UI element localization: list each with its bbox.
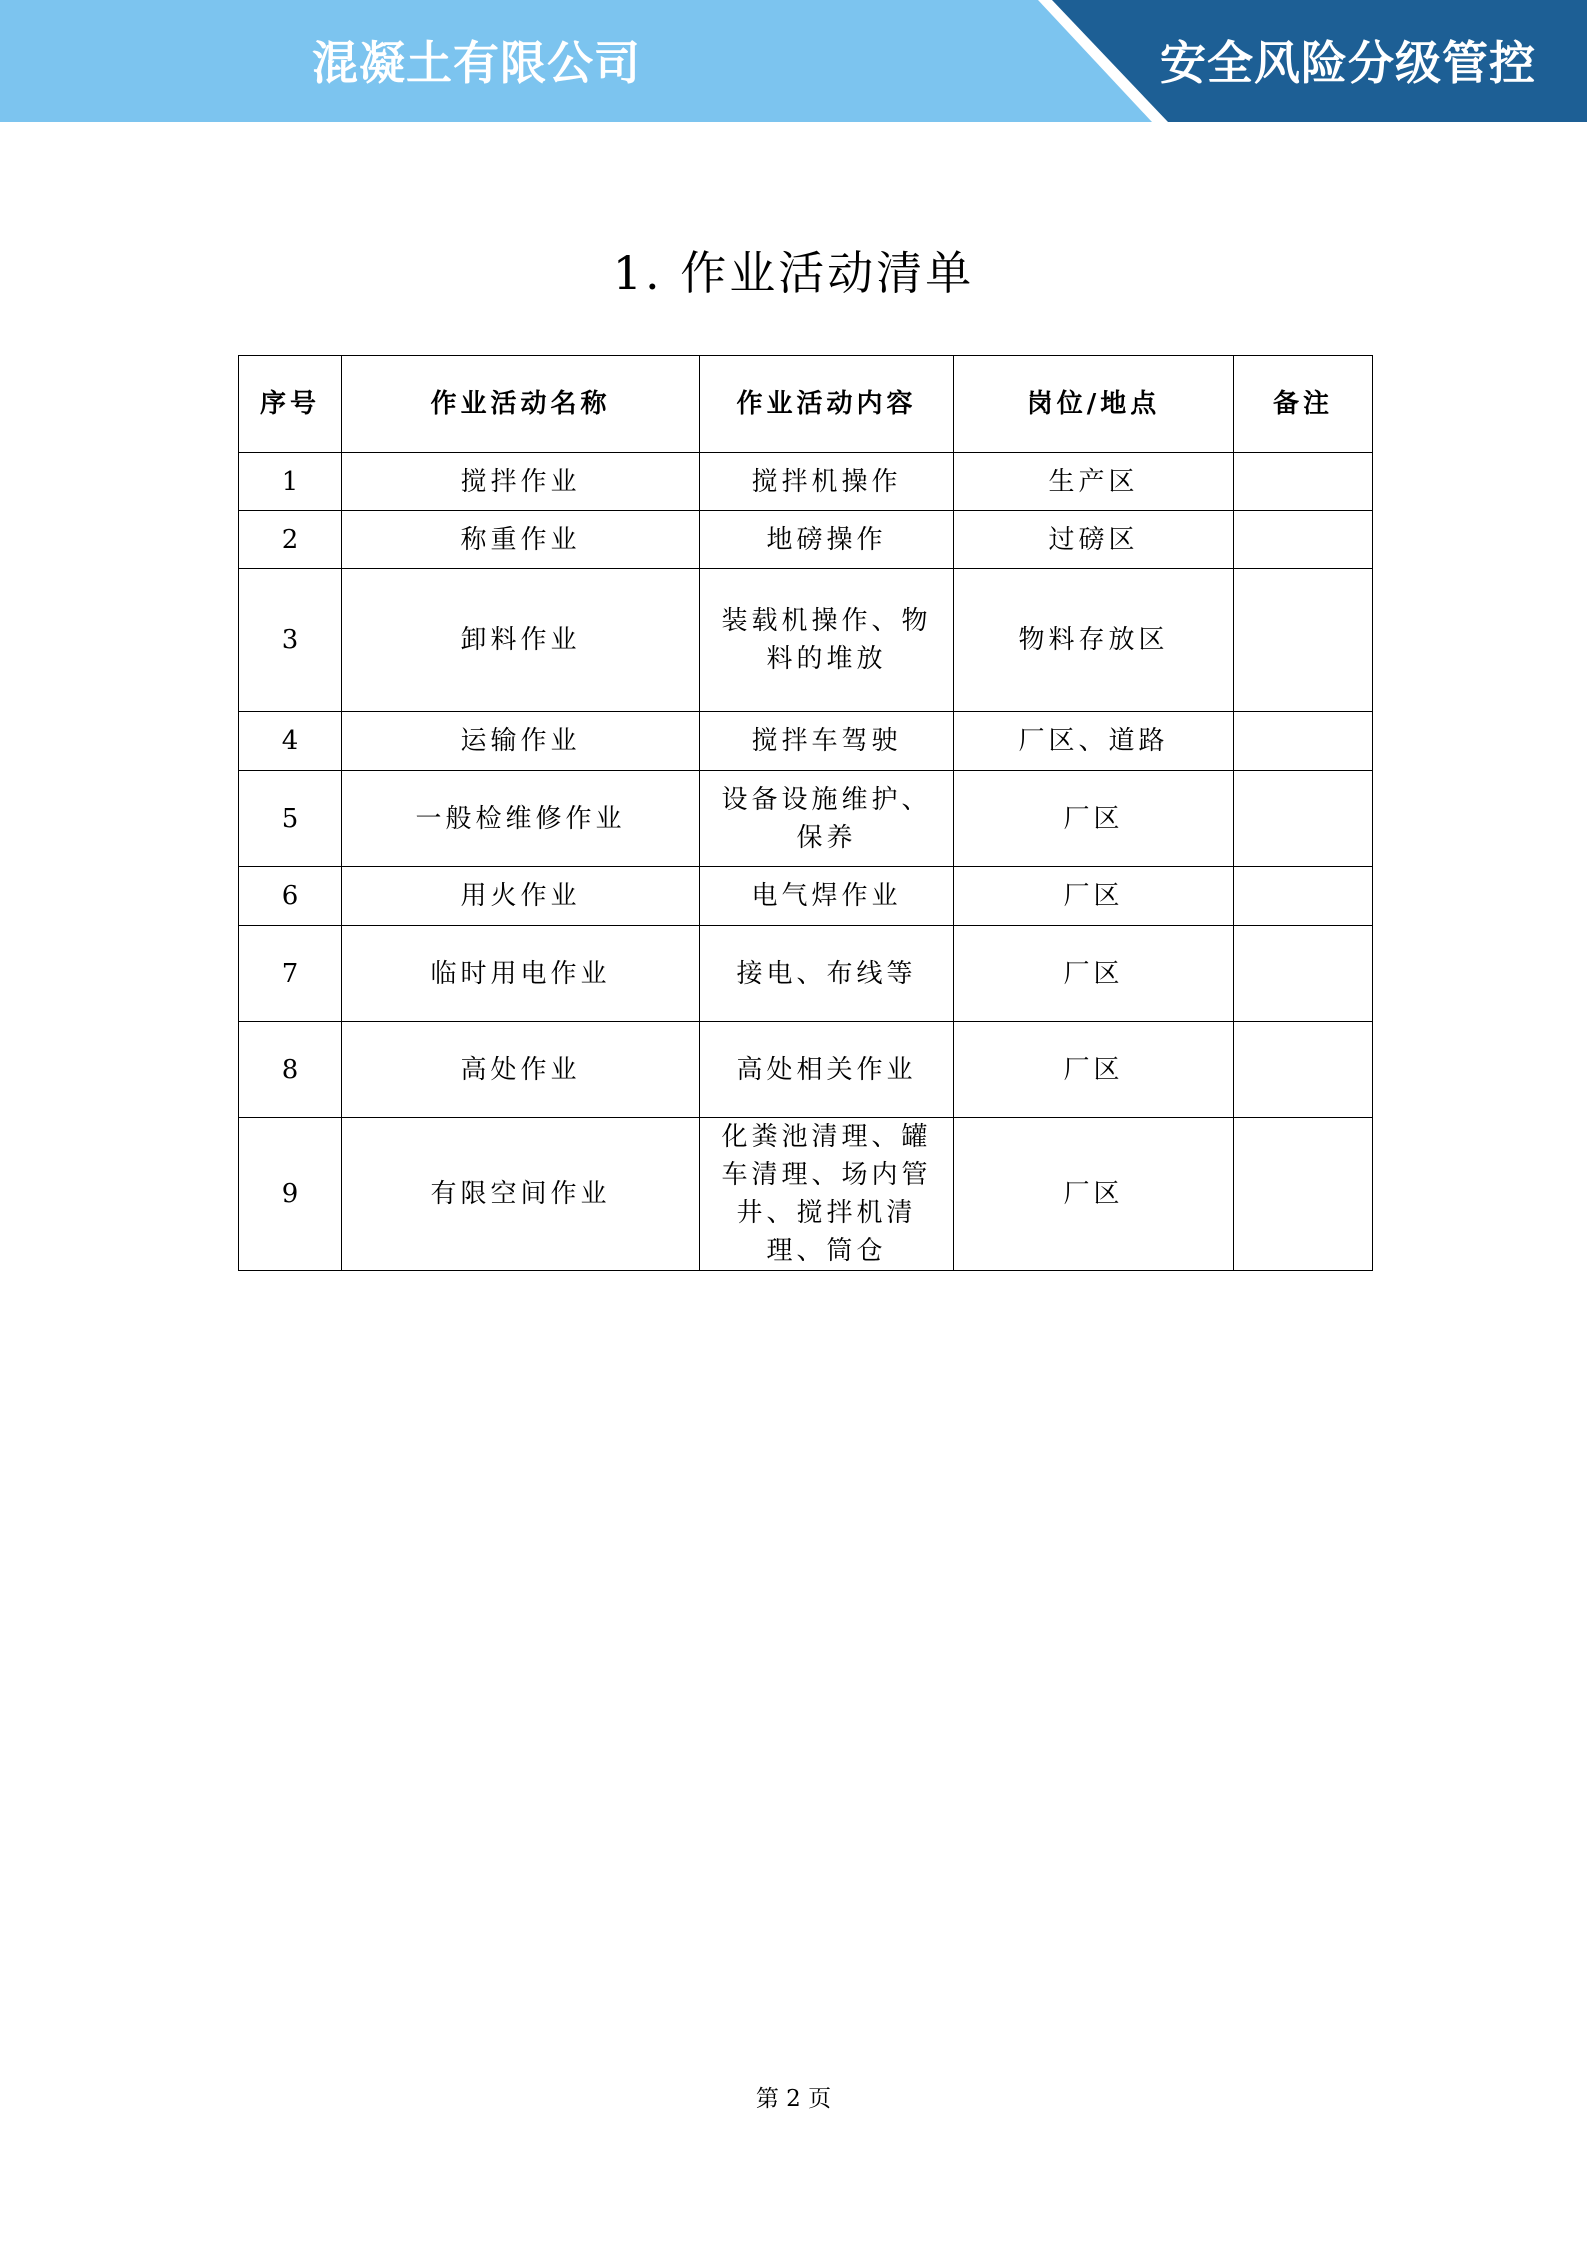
section-title: 1. 作业活动清单 <box>612 246 975 300</box>
row-location: 厂区 <box>954 867 1234 926</box>
header-no: 序号 <box>239 356 342 453</box>
row-name: 运输作业 <box>342 712 700 771</box>
row-remark <box>1234 569 1373 712</box>
row-no: 4 <box>239 712 342 771</box>
row-no: 9 <box>239 1118 342 1271</box>
table-row <box>239 453 1373 511</box>
row-no: 1 <box>239 453 342 511</box>
row-content: 地磅操作 <box>700 511 954 569</box>
row-remark <box>1234 867 1373 926</box>
header-remark: 备注 <box>1234 356 1373 453</box>
row-location: 厂区 <box>954 926 1234 1022</box>
row-remark <box>1234 1022 1373 1118</box>
row-location: 厂区 <box>954 1118 1234 1271</box>
row-name: 搅拌作业 <box>342 453 700 511</box>
table-row <box>239 1022 1373 1118</box>
table-row <box>239 771 1373 867</box>
row-content: 搅拌机操作 <box>700 453 954 511</box>
row-remark <box>1234 511 1373 569</box>
row-name: 有限空间作业 <box>342 1118 700 1271</box>
row-content: 接电、布线等 <box>700 926 954 1022</box>
row-content: 装载机操作、物料的堆放 <box>700 569 954 712</box>
document-topic: 安全风险分级管控 <box>1160 36 1536 90</box>
row-content: 化粪池清理、罐车清理、场内管井、搅拌机清理、筒仓 <box>700 1118 954 1271</box>
table-row <box>239 867 1373 926</box>
row-location: 过磅区 <box>954 511 1234 569</box>
row-no: 5 <box>239 771 342 867</box>
row-name: 用火作业 <box>342 867 700 926</box>
row-name: 一般检维修作业 <box>342 771 700 867</box>
header-content: 作业活动内容 <box>700 356 954 453</box>
row-content: 设备设施维护、保养 <box>700 771 954 867</box>
row-no: 2 <box>239 511 342 569</box>
row-location: 物料存放区 <box>954 569 1234 712</box>
row-remark <box>1234 1118 1373 1271</box>
row-no: 6 <box>239 867 342 926</box>
table-row <box>239 926 1373 1022</box>
table-row <box>239 1118 1373 1271</box>
header-name: 作业活动名称 <box>342 356 700 453</box>
table-header-row <box>239 356 1373 453</box>
row-content: 搅拌车驾驶 <box>700 712 954 771</box>
page-number: 第 2 页 <box>755 2086 832 2112</box>
table-row <box>239 511 1373 569</box>
row-remark <box>1234 712 1373 771</box>
row-location: 厂区、道路 <box>954 712 1234 771</box>
row-location: 厂区 <box>954 771 1234 867</box>
row-remark <box>1234 771 1373 867</box>
company-name: 混凝土有限公司 <box>312 36 641 90</box>
activity-table <box>238 355 1373 1271</box>
table-row <box>239 712 1373 771</box>
row-content: 高处相关作业 <box>700 1022 954 1118</box>
row-remark <box>1234 453 1373 511</box>
row-name: 称重作业 <box>342 511 700 569</box>
header-banner <box>0 0 1587 122</box>
row-remark <box>1234 926 1373 1022</box>
row-name: 高处作业 <box>342 1022 700 1118</box>
row-name: 卸料作业 <box>342 569 700 712</box>
row-content: 电气焊作业 <box>700 867 954 926</box>
row-location: 厂区 <box>954 1022 1234 1118</box>
row-name: 临时用电作业 <box>342 926 700 1022</box>
header-location: 岗位/地点 <box>954 356 1234 453</box>
row-location: 生产区 <box>954 453 1234 511</box>
table-row <box>239 569 1373 712</box>
row-no: 7 <box>239 926 342 1022</box>
row-no: 3 <box>239 569 342 712</box>
row-no: 8 <box>239 1022 342 1118</box>
